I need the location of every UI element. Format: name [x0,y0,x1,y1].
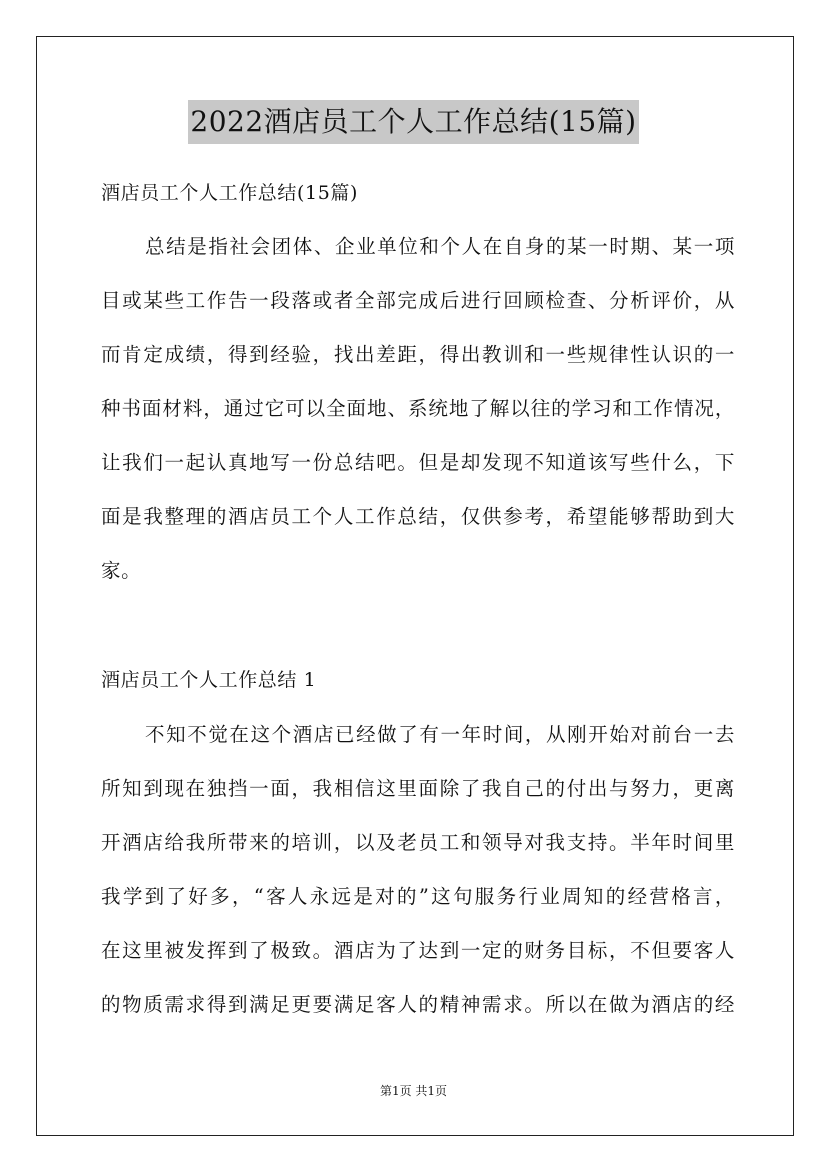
section-line: 不知不觉在这个酒店已经做了有一年时间，从刚开始对前台一去 [145,723,735,746]
title-container [0,100,827,144]
intro-line: 让我们一起认真地写一份总结吧。但是却发现不知道该写些什么，下 [101,451,735,474]
section-line: 在这里被发挥到了极致。酒店为了达到一定的财务目标，不但要客人 [101,939,735,962]
section-line: 我学到了好多，“客人永远是对的”这句服务行业周知的经营格言， [101,885,735,908]
intro-line: 家。 [101,559,142,582]
intro-line: 种书面材料，通过它可以全面地、系统地了解以往的学习和工作情况， [101,397,735,420]
intro-line: 面是我整理的酒店员工个人工作总结，仅供参考，希望能够帮助到大 [101,505,735,528]
section-heading: 酒店员工个人工作总结 1 [101,669,317,691]
page-number-footer: 第1页 共1页 [379,1084,448,1098]
document-subtitle: 酒店员工个人工作总结(15篇) [101,182,359,204]
document-title: 2022酒店员工个人工作总结(15篇) [188,100,638,144]
intro-line: 而肯定成绩，得到经验，找出差距，得出教训和一些规律性认识的一 [101,343,735,366]
section-line: 所知到现在独挡一面，我相信这里面除了我自己的付出与努力，更离 [101,777,735,800]
intro-line: 总结是指社会团体、企业单位和个人在自身的某一时期、某一项 [145,235,735,258]
section-line: 开酒店给我所带来的培训，以及老员工和领导对我支持。半年时间里 [101,831,735,854]
section-line: 的物质需求得到满足更要满足客人的精神需求。所以在做为酒店的经 [101,993,735,1016]
intro-line: 目或某些工作告一段落或者全部完成后进行回顾检查、分析评价，从 [101,289,735,312]
